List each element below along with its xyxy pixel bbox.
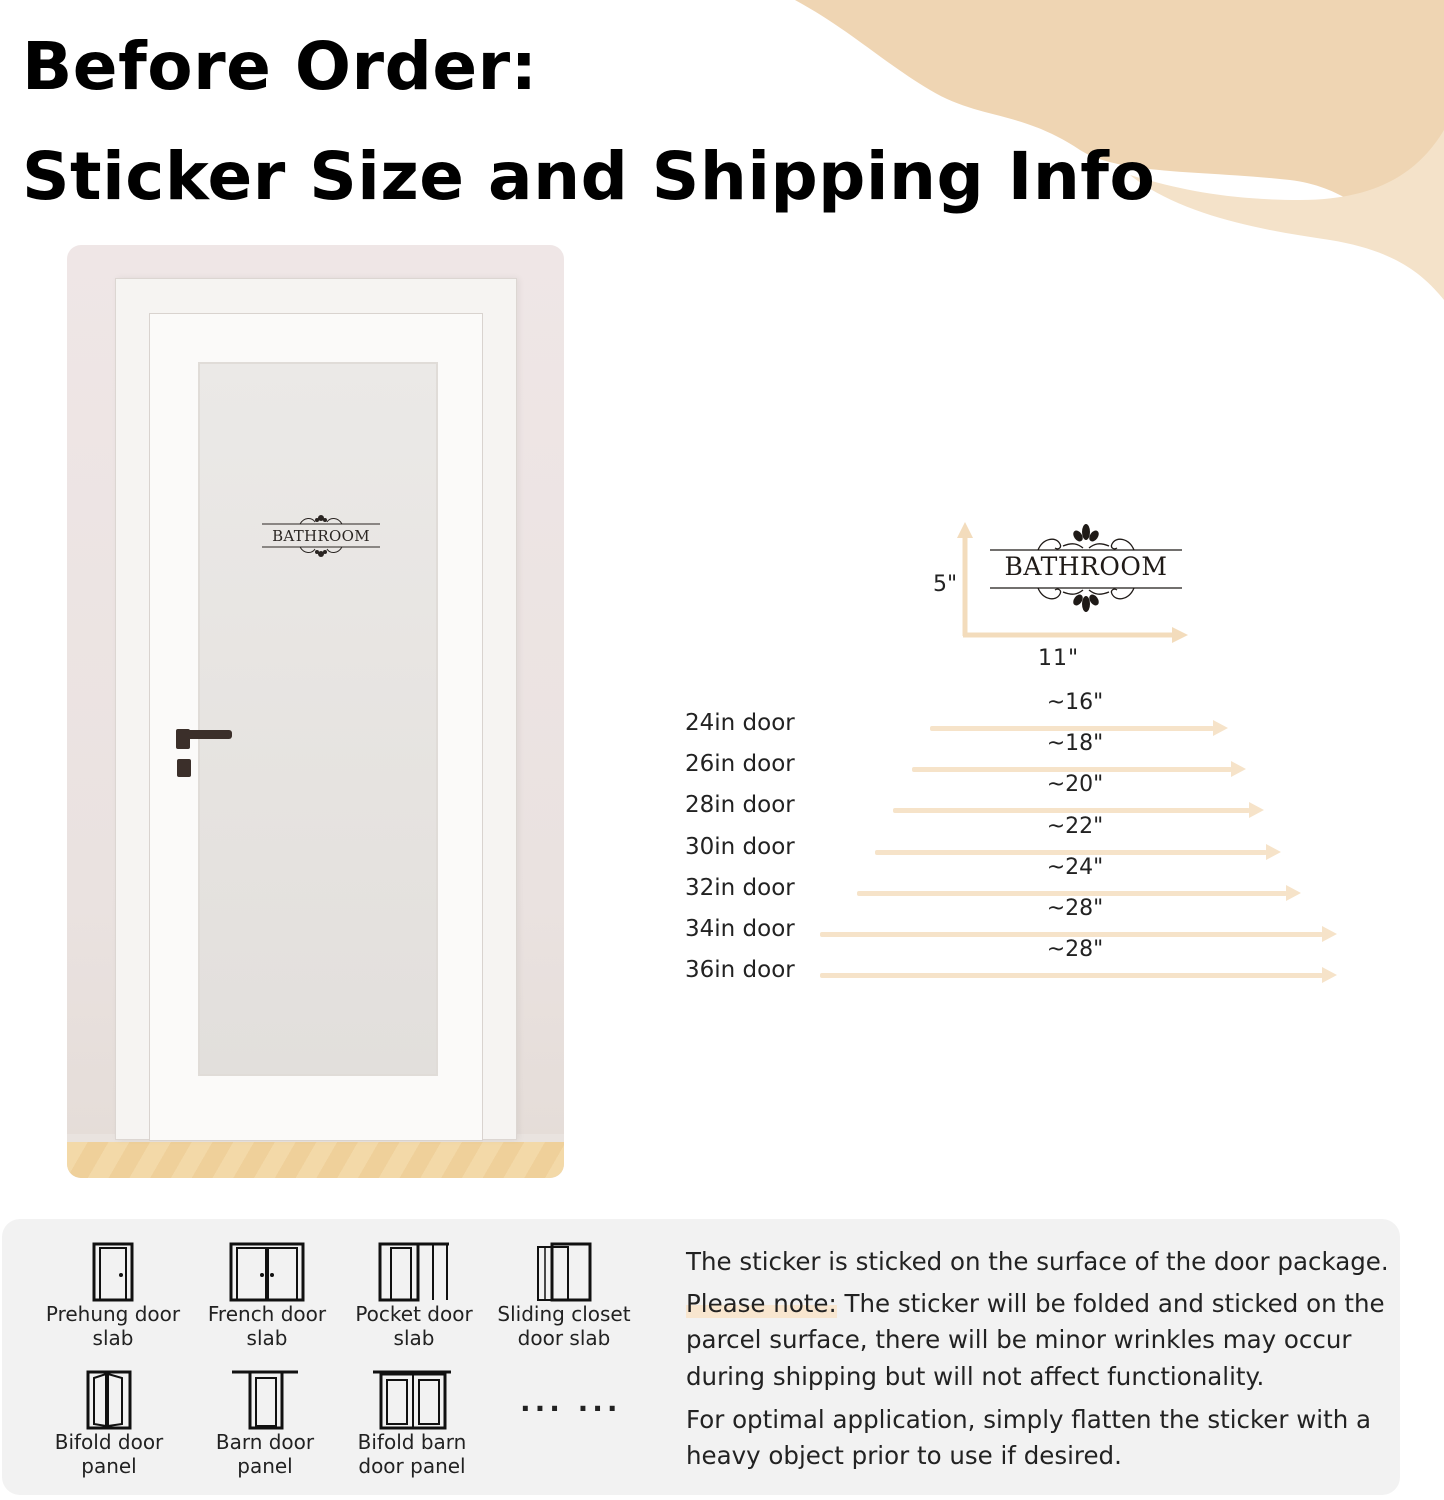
bifold-barn-door-icon [371, 1370, 453, 1430]
door-type-barn [190, 1370, 340, 1478]
shipping-note-line: heavy object prior to use if desired. [686, 1441, 1122, 1470]
barn-door-icon [230, 1370, 300, 1430]
door-size-row [0, 690, 1444, 746]
shipping-note-line: parcel surface, there will be minor wrinkles may occur [686, 1325, 1352, 1354]
pocket-door-icon [377, 1242, 451, 1302]
door-type-label: Bifold barn [357, 1430, 467, 1454]
door-type-label: panel [81, 1454, 137, 1478]
door-type-label: Prehung door [45, 1302, 181, 1326]
door-type-bifold [34, 1370, 184, 1478]
prehung-door-icon [91, 1242, 135, 1302]
shipping-note-line [686, 1286, 1385, 1322]
door-type-label: Sliding closet [497, 1302, 631, 1326]
door-size-row [0, 896, 1444, 952]
door-type-prehung [38, 1242, 188, 1350]
shipping-note-line: For optimal application, simply flatten the sticker with a [686, 1405, 1372, 1434]
sticker-size-label: ~22" [1046, 814, 1104, 839]
door-type-label: panel [237, 1454, 293, 1478]
sticker-sample-text: BATHROOM [1004, 552, 1168, 581]
door-type-label: door panel [358, 1454, 466, 1478]
sticker-size-label: ~20" [1046, 772, 1104, 797]
door-type-label: Bifold door [54, 1430, 164, 1454]
french-door-icon [229, 1242, 305, 1302]
sticker-size-label: ~24" [1046, 855, 1104, 880]
sticker-size-label: ~28" [1046, 896, 1104, 921]
door-width-label: 36in door [685, 957, 795, 983]
page-title: Before Order: [22, 28, 538, 105]
shipping-note-line: The sticker is sticked on the surface of the door package. [686, 1247, 1389, 1276]
door-type-pocket [339, 1242, 489, 1350]
bifold-door-icon [86, 1370, 132, 1430]
door-size-row [0, 731, 1444, 787]
sticker-size-label: ~18" [1046, 731, 1104, 756]
more-door-types: ... ... [520, 1385, 622, 1418]
width-label: 11" [1038, 646, 1080, 671]
door-type-sliding-closet [489, 1242, 639, 1350]
sticker-size-label: ~16" [1046, 690, 1104, 715]
door-width-label: 26in door [685, 751, 795, 777]
shipping-note-text: The sticker will be folded and sticked on the [836, 1289, 1385, 1318]
sticker-size-label: ~28" [1046, 937, 1104, 962]
bathroom-sticker-sample [988, 522, 1184, 614]
door-size-row [0, 855, 1444, 911]
door-size-row [0, 772, 1444, 828]
door-type-french [192, 1242, 342, 1350]
height-label: 5" [933, 572, 958, 597]
door-width-label: 30in door [685, 834, 795, 860]
door-type-label: Barn door [215, 1430, 315, 1454]
size-arrow-icon [820, 973, 1323, 978]
door-width-label: 28in door [685, 792, 795, 818]
door-type-label: door slab [517, 1326, 611, 1350]
door-width-label: 34in door [685, 916, 795, 942]
sliding-closet-door-icon [536, 1242, 592, 1302]
door-width-label: 32in door [685, 875, 795, 901]
door-type-label: slab [246, 1326, 288, 1350]
please-note-label: Please note: [686, 1289, 837, 1318]
door-size-row [0, 814, 1444, 870]
wood-floor [67, 1142, 564, 1178]
door-width-label: 24in door [685, 710, 795, 736]
photo-bathroom-sticker [260, 514, 382, 564]
door-type-bifold-barn [337, 1370, 487, 1478]
door-type-label: slab [393, 1326, 435, 1350]
door-type-label: slab [92, 1326, 134, 1350]
photo-sticker-text: BATHROOM [272, 527, 370, 545]
door-type-label: Pocket door [355, 1302, 473, 1326]
page-subtitle: Sticker Size and Shipping Info [22, 138, 1156, 215]
shipping-note-line: during shipping but will not affect functionality. [686, 1362, 1265, 1391]
door-size-row [0, 937, 1444, 993]
door-type-label: French door [207, 1302, 327, 1326]
size-arrow-icon [893, 808, 1250, 813]
